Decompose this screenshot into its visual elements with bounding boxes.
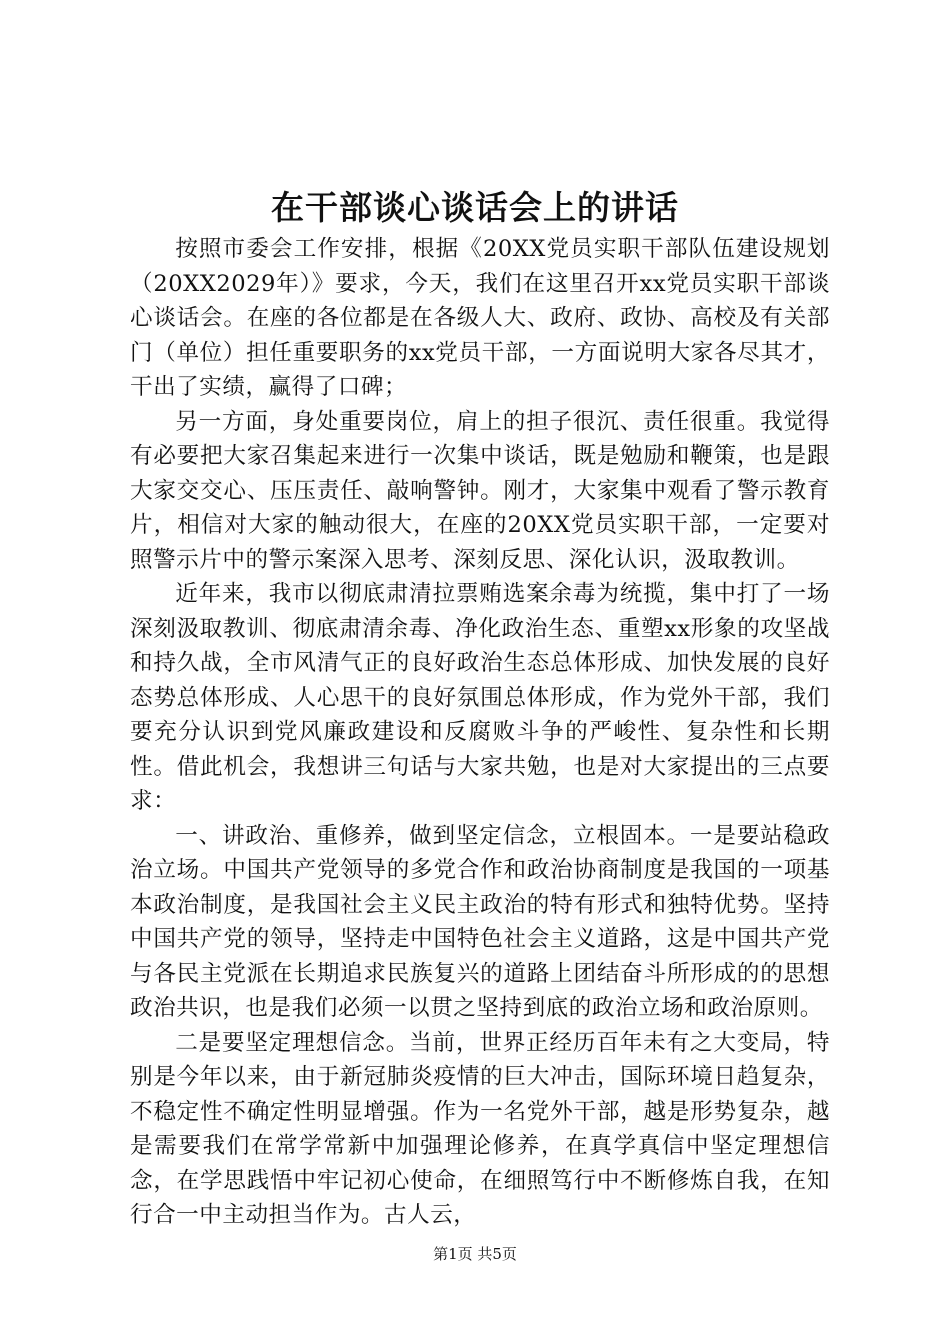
paragraph: 近年来，我市以彻底肃清拉票贿选案余毒为统揽，集中打了一场深刻汲取教训、彻底肃清余毒、净化政治生态、重塑xx形象的攻坚战和持久战，全市风清气正的良好政治生态总体形成、加快发展的良好态势总体形成、人心思干的良好氛围总体形成，作为党外干部，我们要充分认识到党风廉政建设和反腐败斗争的严峻性、复杂性和长期性。借此机会，我想讲三句话与大家共勉，也是对大家提出的三点要求：	[130, 581, 830, 814]
page-number-footer: 第1页 共5页	[433, 1245, 517, 1263]
document-title: 在干部谈心谈话会上的讲话	[271, 188, 679, 227]
paragraph: 二是要坚定理想信念。当前，世界正经历百年未有之大变局，特别是今年以来，由于新冠肺炎疫情的巨大冲击，国际环境日趋复杂，不稳定性不确定性明显增强。作为一名党外干部，越是形势复杂，越是需要我们在常学常新中加强理论修养，在真学真信中坚定理想信念，在学思践悟中牢记初心使命，在细照笃行中不断修炼自我，在知行合一中主动担当作为。古人云，	[130, 1029, 830, 1228]
paragraph: 按照市委会工作安排，根据《20XX党员实职干部队伍建设规划（20XX2029年）》要求，今天，我们在这里召开xx党员实职干部谈心谈话会。在座的各位都是在各级人大、政府、政协、高校及有关部门（单位）担任重要职务的xx党员干部，一方面说明大家各尽其才，干出了实绩，赢得了口碑；	[130, 236, 830, 400]
paragraph: 一、讲政治、重修养，做到坚定信念，立根固本。一是要站稳政治立场。中国共产党领导的多党合作和政治协商制度是我国的一项基本政治制度，是我国社会主义民主政治的特有形式和独特优势。坚持中国共产党的领导，坚持走中国特色社会主义道路，这是中国共产党与各民主党派在长期追求民族复兴的道路上团结奋斗所形成的的思想政治共识，也是我们必须一以贯之坚持到底的政治立场和政治原则。	[130, 822, 830, 1021]
document-body	[130, 232, 830, 1233]
paragraph: 另一方面，身处重要岗位，肩上的担子很沉、责任很重。我觉得有必要把大家召集起来进行一次集中谈话，既是勉励和鞭策，也是跟大家交交心、压压责任、敲响警钟。刚才，大家集中观看了警示教育片，相信对大家的触动很大，在座的20XX党员实职干部，一定要对照警示片中的警示案深入思考、深刻反思、深化认识，汲取教训。	[130, 408, 830, 573]
